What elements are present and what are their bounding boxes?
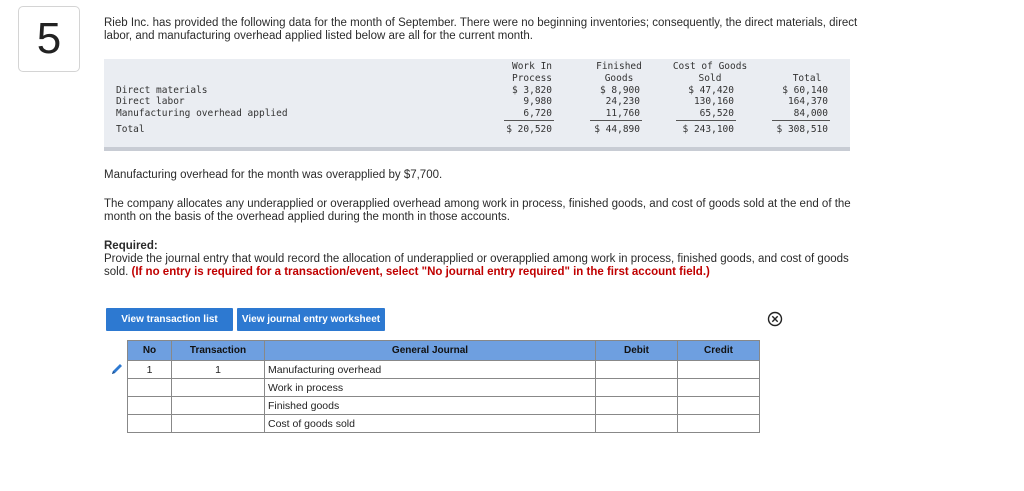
account-field[interactable]: Cost of goods sold xyxy=(265,415,596,433)
row-no xyxy=(128,397,172,415)
account-field[interactable]: Work in process xyxy=(265,379,596,397)
cell-total-dm: $ 60,140 xyxy=(782,85,828,96)
row-label-direct-materials: Direct materials xyxy=(116,85,208,96)
cell-cogs-oh: 65,520 xyxy=(699,108,734,119)
cell-grand-total: $ 308,510 xyxy=(776,124,828,135)
required-text: Provide the journal entry that would record the allocation of underapplied or overapplied among work in process, finished goods, and cost of goods sold. xyxy=(104,253,849,278)
debit-field[interactable] xyxy=(596,415,678,433)
row-no: 1 xyxy=(128,361,172,379)
cell-fg-dm: $ 8,900 xyxy=(599,85,640,96)
header-finished-goods: Finished Goods xyxy=(596,61,642,84)
account-field[interactable]: Manufacturing overhead xyxy=(265,361,596,379)
row-no xyxy=(128,415,172,433)
pencil-icon[interactable] xyxy=(110,362,124,376)
cell-wip-oh: 6,720 xyxy=(523,108,552,119)
row-transaction xyxy=(172,415,265,433)
cell-fg-dl: 24,230 xyxy=(605,96,640,107)
cell-wip-total: $ 20,520 xyxy=(506,124,552,135)
underline xyxy=(676,120,736,121)
close-circle-icon[interactable] xyxy=(767,311,783,327)
journal-row xyxy=(128,361,760,379)
cell-fg-oh: 11,760 xyxy=(605,108,640,119)
debit-field[interactable] xyxy=(596,361,678,379)
col-debit: Debit xyxy=(596,341,678,361)
credit-field[interactable] xyxy=(678,397,760,415)
journal-table xyxy=(127,340,760,433)
cell-cogs-dl: 130,160 xyxy=(693,96,734,107)
cell-total-dl: 164,370 xyxy=(787,96,828,107)
intro-paragraph: Rieb Inc. has provided the following data for the month of September. There were no beginning inventories; consequently, the direct materials, direct labor, and manufacturing overhead applied listed below are all for the current month. xyxy=(104,17,858,42)
debit-field[interactable] xyxy=(596,397,678,415)
underline xyxy=(772,120,830,121)
row-label-total: Total xyxy=(116,124,145,135)
cell-wip-dl: 9,980 xyxy=(523,96,552,107)
row-label-direct-labor: Direct labor xyxy=(116,96,185,107)
cell-wip-dm: $ 3,820 xyxy=(511,85,552,96)
journal-row xyxy=(128,379,760,397)
row-no xyxy=(128,379,172,397)
question-number: 5 xyxy=(18,6,80,72)
col-no: No xyxy=(128,341,172,361)
view-journal-entry-worksheet-button[interactable]: View journal entry worksheet xyxy=(237,308,385,331)
row-label-overhead-applied: Manufacturing overhead applied xyxy=(116,108,288,119)
table-bottom-rule xyxy=(104,147,850,151)
header-work-in-process: Work In Process xyxy=(511,61,553,84)
header-total: Total xyxy=(792,73,822,84)
credit-field[interactable] xyxy=(678,379,760,397)
row-transaction xyxy=(172,397,265,415)
col-general-journal: General Journal xyxy=(265,341,596,361)
header-cost-of-goods-sold: Cost of Goods Sold xyxy=(672,61,748,84)
cell-cogs-dm: $ 47,420 xyxy=(688,85,734,96)
cell-fg-total: $ 44,890 xyxy=(594,124,640,135)
account-field[interactable]: Finished goods xyxy=(265,397,596,415)
credit-field[interactable] xyxy=(678,415,760,433)
journal-row xyxy=(128,397,760,415)
cell-total-oh: 84,000 xyxy=(793,108,828,119)
col-transaction: Transaction xyxy=(172,341,265,361)
overapplied-paragraph: Manufacturing overhead for the month was overapplied by $7,700. xyxy=(104,169,443,181)
required-heading: Required: xyxy=(104,240,158,252)
view-transaction-list-button[interactable]: View transaction list xyxy=(106,308,233,331)
row-transaction: 1 xyxy=(172,361,265,379)
debit-field[interactable] xyxy=(596,379,678,397)
underline xyxy=(504,120,554,121)
required-section xyxy=(104,240,864,279)
col-credit: Credit xyxy=(678,341,760,361)
cell-cogs-total: $ 243,100 xyxy=(682,124,734,135)
allocation-paragraph: The company allocates any underapplied or overapplied overhead among work in process, finished goods, and cost of goods sold at the end of the month on the basis of the overhead applied during the month in those accounts. xyxy=(104,198,851,223)
journal-row xyxy=(128,415,760,433)
required-note: (If no entry is required for a transaction/event, select "No journal entry required" in the first account field.) xyxy=(131,266,710,278)
credit-field[interactable] xyxy=(678,361,760,379)
underline xyxy=(590,120,642,121)
row-transaction xyxy=(172,379,265,397)
